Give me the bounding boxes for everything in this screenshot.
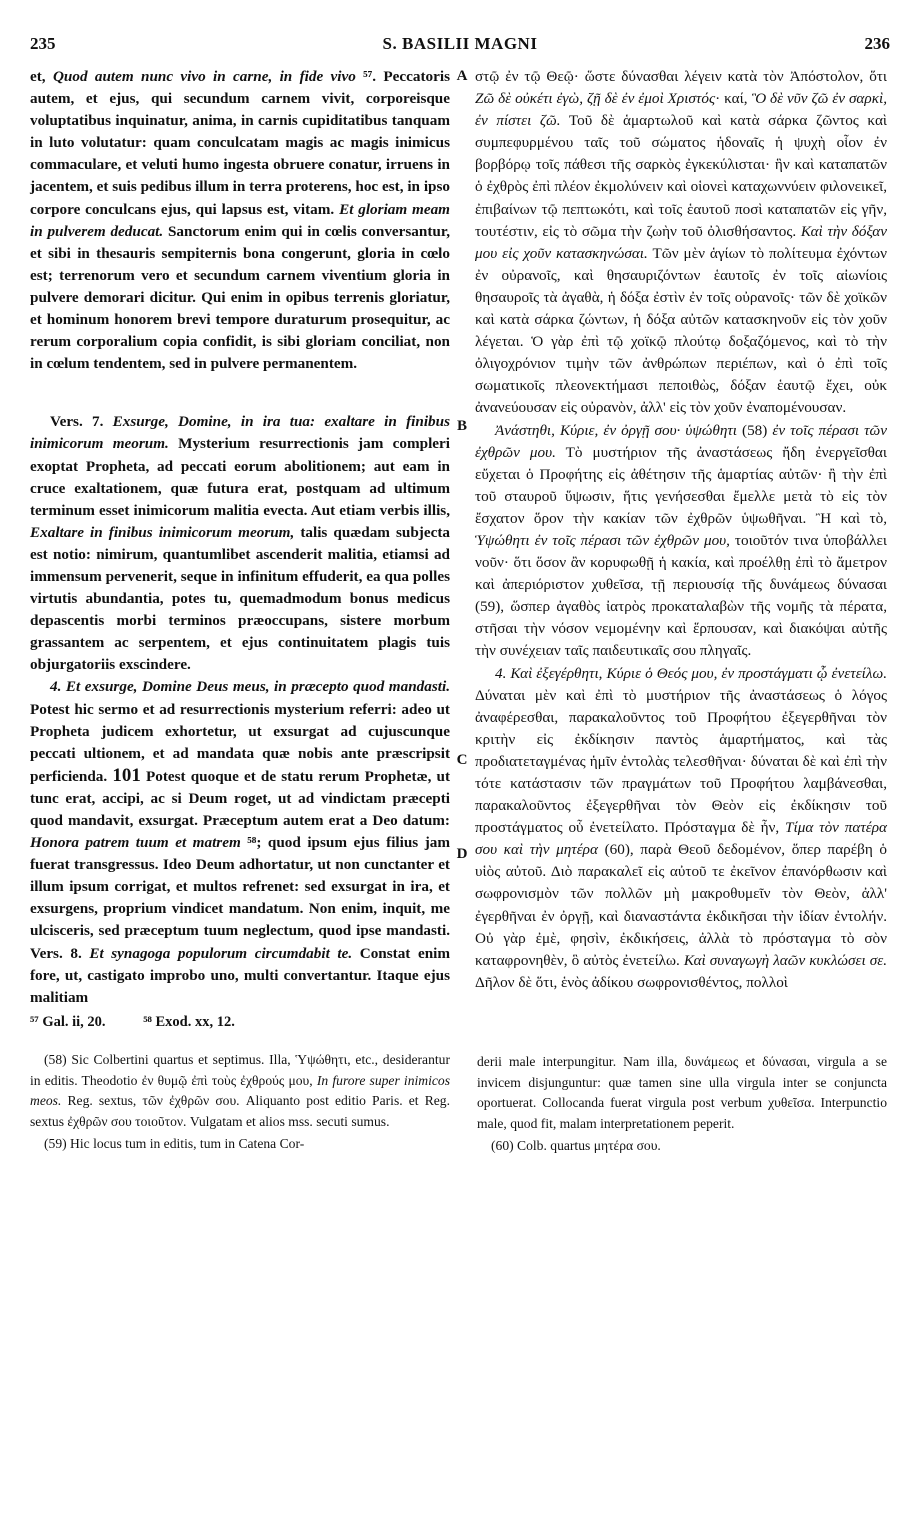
page-marker: 101 [112,764,141,786]
margin-letter-a: A [456,68,468,84]
page-number-right: 236 [864,34,890,53]
scripture-references [30,1014,450,1031]
latin-paragraph-3: 4. Et exsurge, Domine Deus meus, in præcepto quod mandasti. Potest hic sermo et ad resurrectionis mysterium referri: adeo ut Propheta judicem exhortetur, ut exsurgat ad cujuscunque peccati ultionem, et ad mandata quæ nobis ante præscripsit perficienda. 101 Potest quoque et de statu rerum Prophetæ, ut tunc erat, accipi, ac si Deum roget, ut ad vindictam præcepti quod mandavit, exsurgat. Præceptum autem erat a Deo datum: Honora patrem tuum et matrem ⁵⁸; quod ipsum ejus filius jam fuerat transgressus. Ideo Deum adhortatur, ut non cunctanter et illum ipsum corrigat, et multos refrenet: sed exsurgat in ira, et exsurgens, proprium vindicet mandatum. Non enim, inquit, me ulcisceris, sed præceptum tuum neglectum, quod ipse mandasti. Vers. 8. Et synagoga populorum circumdabit te. Constat enim fore, ut, castigato improbo uno, multi convertantur. Itaque ejus malitiam [30,678,451,1006]
latin-paragraph-1: et, Quod autem nunc vivo in carne, in fide vivo ⁵⁷. Peccatoris autem, et ejus, qui secundum carnem vivit, corporeisque voluptatibus inquinatur, anima, in carnis cupiditatibus tanquam in luto volutatur: quam conculcatam magis ac magis inimicus commaculare, et veluti humo ingesta obruere conatur, irruens in jacentem, et suis pedibus illum in terra proterens, hoc est, in ipso corpore conculcans ejus, qui lapsus est, vitam. Et gloriam meam in pulverem deducat. Sanctorum enim qui in cœlis conversantur, et sibi in thesauris sempiternis bona congerunt, gloria in cœlo est; terrenorum vero et secundum carnem viventium gloria in pulvere demorari dicitur. Qui enim in opibus terrenis gloriatur, et hominum honorem brevi tempore duraturum prosequitur, ac rerum corporalium copia confidit, is sibi gloriam conciliat, non in cœlum tendentem, sed in pulvere permanentem. [30,68,450,373]
scripture-ref-57: ⁵⁷ Gal. ii, 20. [30,1014,106,1030]
page-header [30,34,890,58]
footnotes-left [30,1050,450,1155]
footnote-60: (60) Colb. quartus μητέρα σου. [491,1138,661,1153]
greek-paragraph-2: Ἀνάστηθι, Κύριε, ἐν ὀργῇ σου· ὑψώθητι (58) ἐν τοῖς πέρασι τῶν ἐχθρῶν μου. Τὸ μυστήριον τῆς ἀναστάσεως ἤδη ἐνεργεῖσθαι εὔχεται ὁ Προφήτης εἰς ἀθέτησιν τῆς ἁμαρτίας αὐτῶν· ἢ τὴν ἐπὶ τοῦ σταυροῦ ὕψωσιν, ἥτις γενήσεσθαι ἔμελλε μετὰ τὸ εἰς τὸν ἔσχατον ὅρον τὴν κακίαν τῶν ἐχθρῶν ὑψωθῆναι. Ἢ καὶ τὸ, Ὑψώθητι ἐν τοῖς πέρασι τῶν ἐχθρῶν μου, τοιοῦτόν τινα ὑποβάλλει νοῦν· ὅτι ὅσον ἂν κορυφωθῇ ἡ κακία, καὶ προέλθῃ ἐπὶ τὸ ἄμετρον καὶ ἀπεριόριστον χυθεῖσα, τῇ περιουσίᾳ τῆς δυνάμεως δύνασαι (59), ὥσπερ ἀγαθὸς ἰατρὸς προκαταλαβὼν τῆς νομῆς τὰ πέρατα, στῆσαι τὴν νόσον νεμομένην καὶ ἕρπουσαν, καὶ διακόψαι αὐτῆς τὴν συνέχειαν ταῖς παιδευτικαῖς σου πληγαῖς. [475,421,887,660]
footnote-59-continued: derii male interpungitur. Nam illa, δυνάμεως et δύνασαι, virgula a se invicem disjunguntur: quæ tamen sine ulla virgula inter se conjuncta oportuerat. Collocanda fuerat virgula post verbum χυθεῖσα. Interpunctio male, quod fit, malam interpretationem peperit. [477,1054,887,1131]
greek-column [475,66,887,994]
margin-letter-b: B [456,418,467,434]
footnote-58: (58) Sic Colbertini quartus et septimus. Illa, Ὑψώθητι, etc., desiderantur in editis. Theodotio ἐν θυμῷ ἐπὶ τοὺς ἐχθρούς μου, In furore super inimicos meos. Reg. sextus, τῶν ἐχθρῶν σου. Aliquanto post editio Paris. et Reg. sextus ἐχθρῶν σου τοιοῦτον. Vulgatam et alios mss. secuti sumus. [30,1052,450,1129]
latin-column [30,66,450,1009]
scripture-ref-58: ⁵⁸ Exod. xx, 12. [143,1014,235,1030]
running-title: S. BASILII MAGNI [382,34,538,53]
greek-paragraph-3: 4. Καὶ ἐξεγέρθητι, Κύριε ὁ Θεός μου, ἐν προστάγματι ᾧ ἐνετείλω. Δύναται μὲν καὶ ἐπὶ τὸ μυστήριον τῆς ἀναστάσεως ὁ λόγος ἀναφέρεσθαι, παρακαλοῦντος τοῦ Προφήτου ἐξεγερθῆναι τὸν κριτὴν εἰς ἐκδίκησιν παντὸς ἁμαρτήματος, καὶ τὰς προδιατεταγμένας ἡμῖν ἐντολὰς τελεσθῆναι· δύναται δὲ καὶ ἐπὶ τὴν τότε κατάστασιν τῶν πραγμάτων τοῦ Προφήτου λαμβάνεσθαι, παρακαλοῦντος ἐξεγερθῆναι τὸν Θεὸν εἰς ἐκδίκησιν τοῦ προστάγματος οὗ ἐνετείλατο. Πρόσταγμα δὲ ἦν, Τίμα τὸν πατέρα σου καὶ τὴν μητέρα (60), παρὰ Θεοῦ δεδομένον, ὅπερ παρέβη ὁ υἱὸς αὐτοῦ. Διὸ παρακαλεῖ εἰς αὐτοῦ τε ἐκεῖνον ἐπανόρθωσιν καὶ σωφρονισμὸν τῶν πολλῶν μὴ μακροθυμεῖν τὸν Θεὸν, ἀλλ' ἐγερθῆναι ἐν ὀργῇ, καὶ διαναστάντα ἐκδικῆσαι τὴν ἰδίαν ἐντολήν. Οὐ γὰρ ἐμὲ, φησὶν, ἐκδικήσεις, ἀλλὰ τὸ πρόσταγμα τὸ σὸν καταφρονηθὲν, ὃ αὐτὸς ἐνετείλω. Καὶ συναγωγὴ λαῶν κυκλώσει σε. Δῆλον δὲ ὅτι, ἑνὸς ἀδίκου σωφρονισθέντος, πολλοὶ [475,664,887,991]
latin-paragraph-2: Vers. 7. Exsurge, Domine, in ira tua: exaltare in finibus inimicorum meorum. Mysterium resurrectionis jam compleri exoptat Propheta, ad peccati eorum abolitionem; aut eam in cruce exaltationem, quæ futura erat, postquam ad ultimum terminum esset inimicorum malitia evecta. Aut etiam verbis illis, Exaltare in finibus inimicorum meorum, talis quædam subjecta est notio: nimirum, quantumlibet ascenderit malitia, etiamsi ad immensum pervenerit, seque in infinitum effuderit, ea qua polles virtutis abundantia, potes tu, quemadmodum bonus medicus depascentis morbi terminos præoccupans, sistere morbum grassantem ac serpentem, et ejus continuitatem plagis tuis objurgatoriis exscindere. [30,413,450,674]
footnote-59: (59) Hic locus tum in editis, tum in Catena Cor- [44,1136,305,1151]
page-number-left: 235 [30,34,56,53]
margin-letter-d: D [456,846,468,862]
margin-letter-c: C [456,752,468,768]
footnotes-right [477,1052,887,1157]
greek-paragraph-1: στῷ ἐν τῷ Θεῷ· ὥστε δύνασθαι λέγειν κατὰ τὸν Ἀπόστολον, ὅτι Ζῶ δὲ οὐκέτι ἐγὼ, ζῇ δὲ ἐν ἐμοὶ Χριστός· καί, Ὃ δὲ νῦν ζῶ ἐν σαρκὶ, ἐν πίστει ζῶ. Τοῦ δὲ ἁμαρτωλοῦ καὶ κατὰ σάρκα ζῶντος καὶ συμπεφυρμένου ταῖς τοῦ σώματος ἡδοναῖς ἡ ψυχὴ οἷον ἐν βορβόρῳ τοῖς πάθεσι τῆς σαρκὸς ἐγκεκύλισται· ἣν καὶ καταπατῶν ὁ ἐχθρὸς ἐπὶ πλέον ἐκμολύνειν καὶ οἱονεὶ καταχωννύειν φιλονεικεῖ, ἐπιβαίνων τῷ πεπτωκότι, καὶ τοῖς ἑαυτοῦ ποσὶ καταπατῶν εἰς γῆν, τουτέστιν, εἰς τὸ σῶμα τὴν ζωὴν τοῦ ὀλισθήσαντος. Καὶ τὴν δόξαν μου εἰς χοῦν κατασκηνώσαι. Τῶν μὲν ἁγίων τὸ πολίτευμα ἐχόντων ἐν οὐρανοῖς, καὶ θησαυριζόντων ἑαυτοῖς ἐν τοῖς αἰωνίοις θησαυροῖς τὰ ἀγαθὰ, ἡ δόξα ἐστὶν ἐν τοῖς οὐρανοῖς· τῶν δὲ χοϊκῶν καὶ κατὰ σάρκα ζώντων, ἡ δόξα αὐτῶν κατασκηνοῦν εἰς τὸν χοῦν λέγεται. Ὁ γὰρ ἐπὶ τῷ χοϊκῷ πλούτῳ δοξαζόμενος, καὶ τὸ τὴν ὀλιγοχρόνιον τιμὴν τῶν ἀνθρώπων περιέπων, καὶ ὁ ἐπὶ τοῖς σωματικοῖς πλεονεκτήμασι πεποιθὼς, δόξαν ἑαυτῷ ἔχει, οὐκ ἀνανεύουσαν εἰς οὐρανὸν, ἀλλ' εἰς τὸν χοῦν ἐναπομένουσαν. [475,68,888,417]
